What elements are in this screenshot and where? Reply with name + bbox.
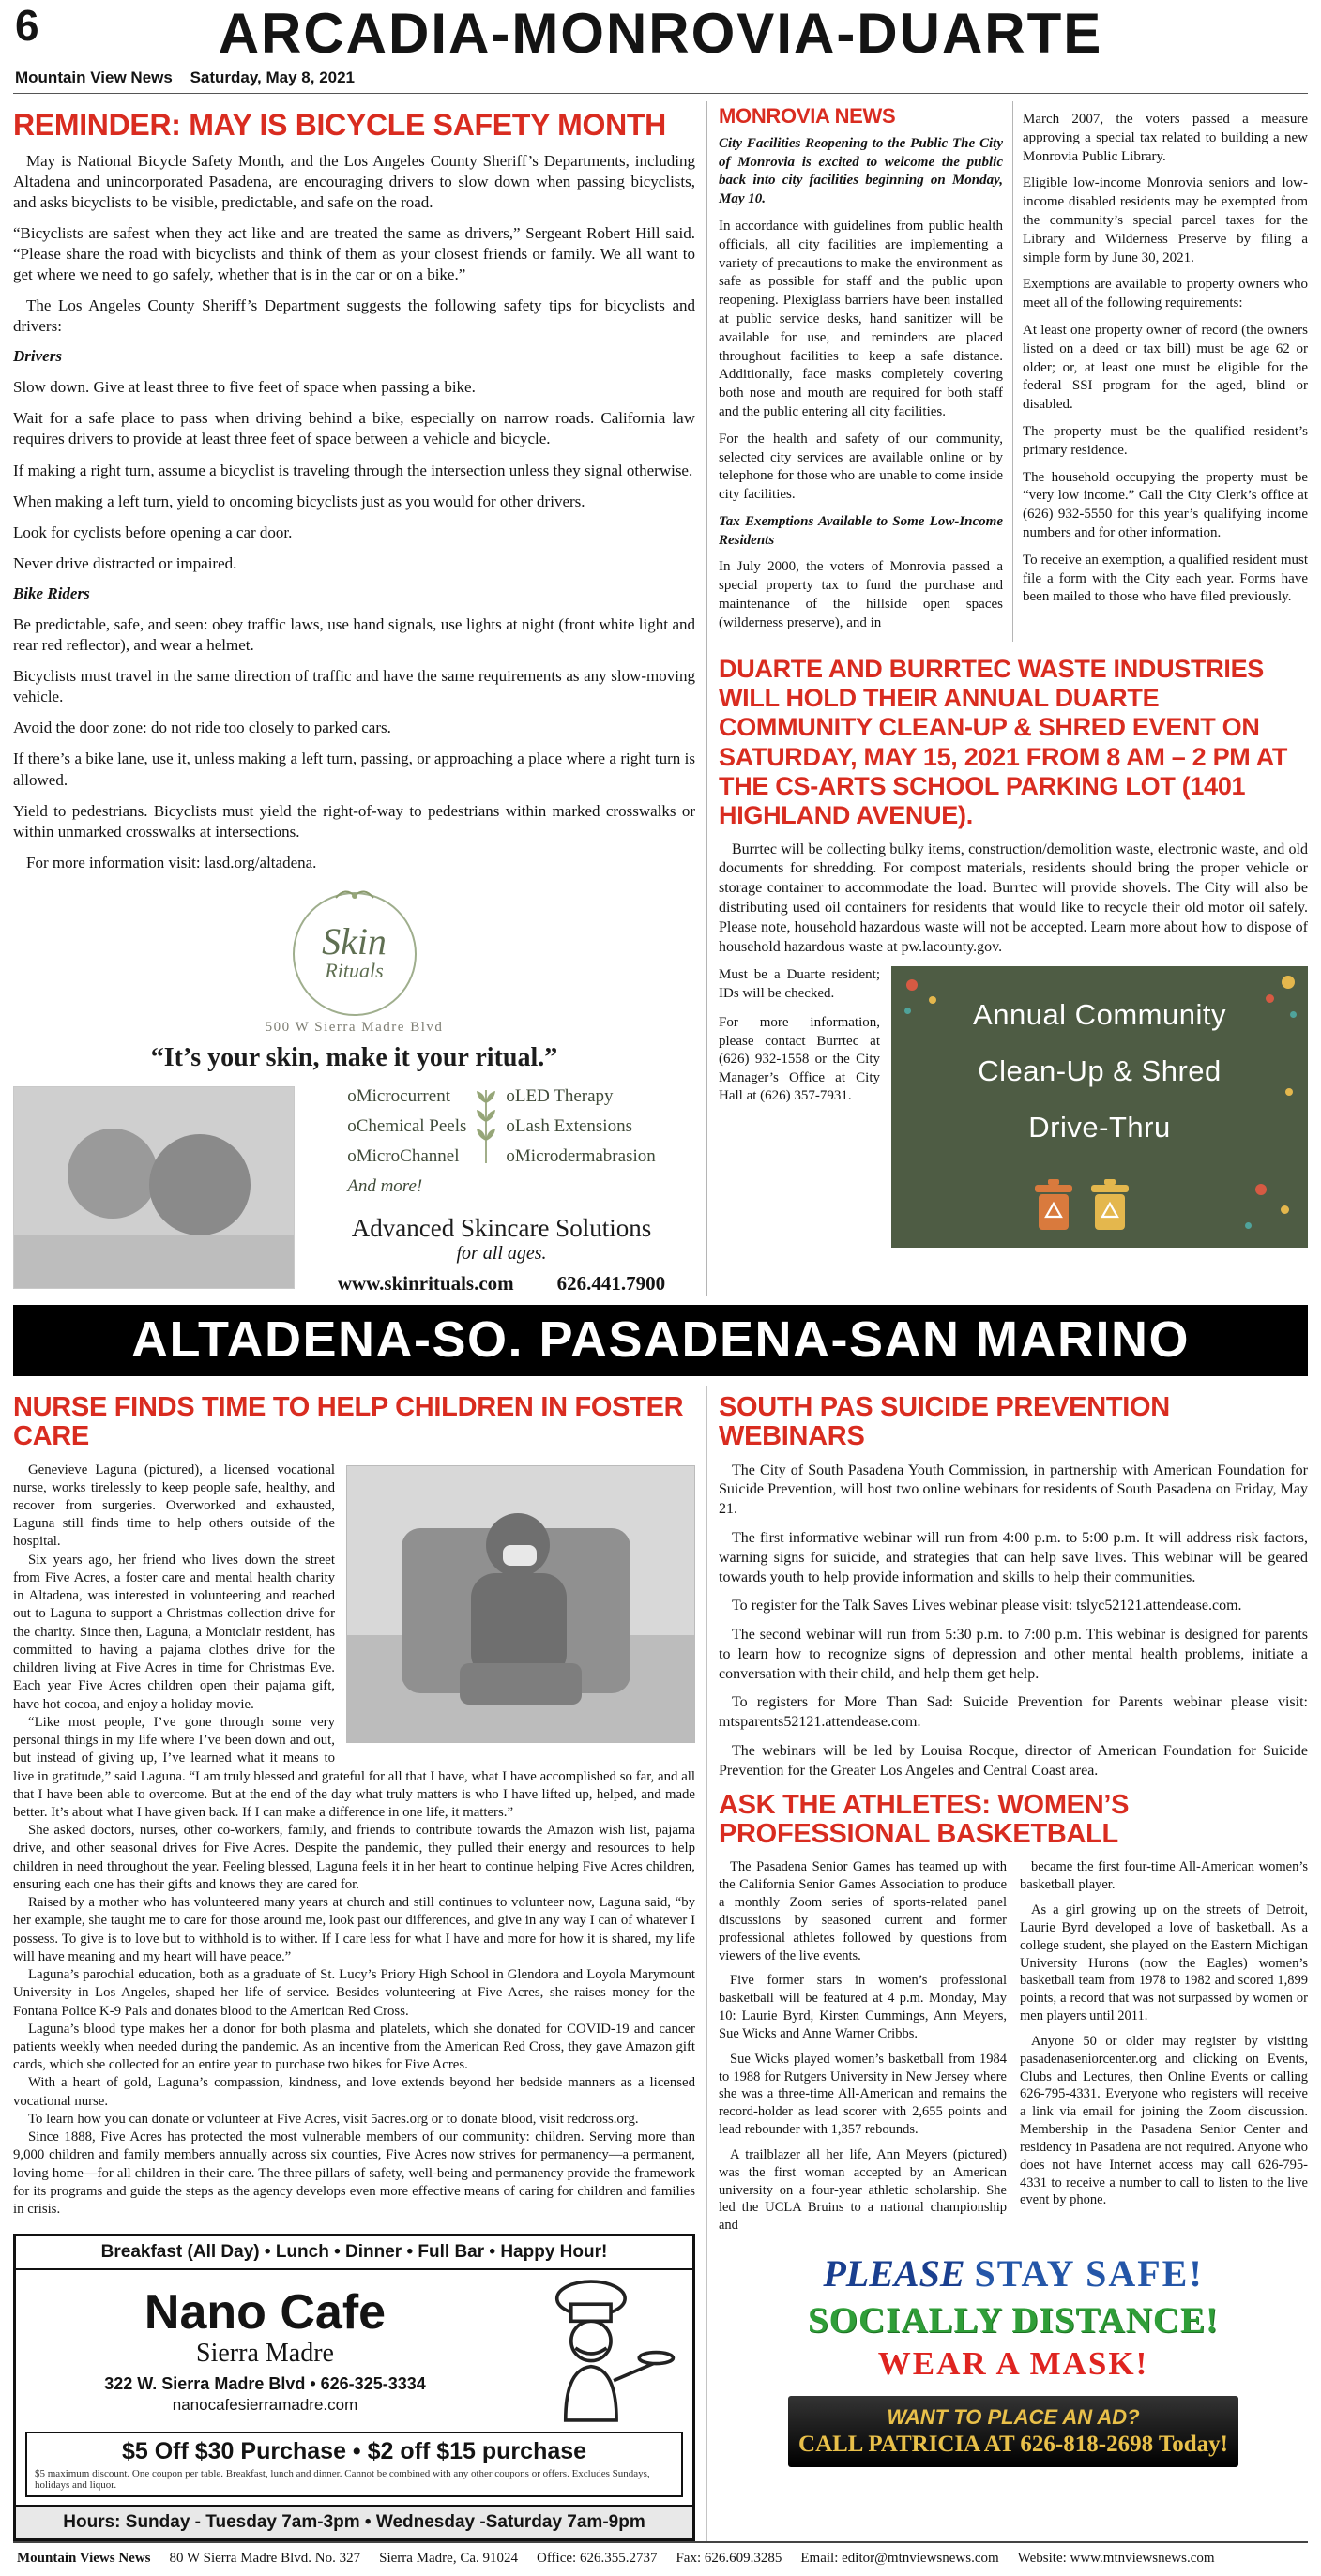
- nano-coupon: [25, 2432, 683, 2497]
- driver-tip: Look for cyclists before opening a car door.: [13, 523, 293, 541]
- nurse-article: [13, 1386, 707, 2541]
- nurse-photo: [346, 1465, 695, 1743]
- duarte-bottom-row: [719, 966, 1308, 1248]
- section-banner-arcadia: ARCADIA-MONROVIA-DUARTE: [218, 2, 1103, 65]
- article-paragraph: At least one property owner of record (the owners listed on a deed or tax bill) must be age 62 or older; or, at least one must be eligible for the federal SSI program for the aged, blind or disabled.: [1023, 322, 1308, 413]
- driver-tip: Slow down. Give at least three to five feet of space when passing a bike.: [13, 378, 476, 397]
- article-paragraph: Laguna’s blood type makes her a donor for both plasma and platelets, which she donated for COVID-19 and cancer patients weekly when needed during the pandemic. As an incentive from the American Red Cross, they gave Amazon gift cards, which she collected for an entire year to purchase two bikes for Five Acres.: [13, 2021, 695, 2073]
- skin-ad-ages-line: for all ages.: [456, 1242, 547, 1264]
- article-paragraph: Raised by a mother who has volunteered many years at church and still continues to volunteer now, Laguna said, “by her example, she taught me to care for those around me, look past our differences, and give in any way I can of whatever I possess. To give is to love but to withhold is to wither. If I care less for what I have and more for how it is shared, my life will have meaning and my heart will have peace.”: [13, 1895, 695, 1964]
- nano-cafe-name: Nano Cafe: [144, 2284, 387, 2340]
- service-item: oMicroChannel: [347, 1145, 460, 1166]
- skin-ad-photo: [13, 1086, 295, 1289]
- page-footer: [13, 2541, 1308, 2576]
- issue-date: Saturday, May 8, 2021: [190, 68, 356, 86]
- place-ad-contact: CALL PATRICIA AT 626-818-2698 Today!: [798, 2432, 1228, 2458]
- article-paragraph: To receive an exemption, a qualified resident must file a form with the City each year. Forms have been mailed to those who have filed previously.: [1023, 552, 1308, 605]
- article-paragraph: The City of South Pasadena Youth Commission, in partnership with American Foundation for Suicide Prevention, will host two online webinars for residents of South Pasadena on Friday, May 21.: [719, 1462, 1308, 1518]
- recycle-bin-icon: [1032, 1177, 1075, 1236]
- stay-safe-line: [719, 2251, 1308, 2296]
- service-item: oMicrocurrent: [347, 1085, 450, 1106]
- article-paragraph: A trailblazer all her life, Ann Meyers (pictured) was the first woman accepted by an American university on a four-year athletic scholarship. She led the UCLA Bruins to a national championship and: [719, 2146, 1007, 2234]
- nano-ad-main: [16, 2270, 692, 2428]
- article-paragraph: The second webinar will run from 5:30 p.m. to 7:00 p.m. This webinar is designed for parents to learn how to recognize signs of depression and other mental health problems, initiate a conversation with their child, and help them get help.: [719, 1627, 1308, 1682]
- bottom-right-column: [707, 1386, 1308, 2541]
- monrovia-intro-body: The City of Monrovia is excited to welcome the public back into city facilities beginning on Monday, May 10.: [719, 135, 1004, 207]
- services-column-2: [506, 1086, 655, 1206]
- article-paragraph: The household occupying the property must be “very low income.” Call the City Clerk’s office at (626) 932-5550 for this year’s qualifying income numbers and for other information.: [1023, 469, 1308, 540]
- skin-rituals-logo: [293, 892, 417, 1016]
- article-paragraph: With a heart of gold, Laguna’s compassion, kindness, and love extends beyond her bedside manners as a licensed vocational nurse.: [13, 2075, 695, 2109]
- footer-website: Website: www.mtnviewsnews.com: [1017, 2551, 1215, 2567]
- nurse-headline: NURSE FINDS TIME TO HELP CHILDREN IN FOSTER CARE: [13, 1391, 684, 1452]
- drivers-subheading: Drivers: [13, 347, 62, 366]
- article-paragraph: Since 1888, Five Acres has protected the most vulnerable members of our community: children. Serving more than 9,000 children and family members annually across six counties, Five Acres now strives for permanency—a permanent, loving home—for all children in their care. The three pillars of safety, well-being and permanency provide the framework for its programs and guide the steps as the agency develops even more effective means of caring for children and families in crisis.: [13, 2129, 695, 2218]
- right-column-area: [707, 101, 1308, 1296]
- article-paragraph: became the first four-time All-American women’s basketball player.: [1020, 1859, 1308, 1893]
- chef-illustration: [514, 2270, 692, 2428]
- cleanup-ad-line: Drive-Thru: [1028, 1111, 1171, 1144]
- footer-email: Email: editor@mtnviewsnews.com: [800, 2551, 999, 2567]
- article-paragraph: “Bicyclists are safest when they act like and are treated the same as drivers,” Sergeant Robert Hill said. “Please share the road with bicyclists and think of them as your closest friends or family. We all want to get where we need to go safely, whether that is in the car or on a bike.”: [13, 223, 695, 284]
- skin-ad-website: www.skinrituals.com: [337, 1271, 514, 1295]
- article-paragraph: May is National Bicycle Safety Month, and the Los Angeles County Sheriff’s Departments, including Altadena and unincorporated Pasadena, are encouraging drivers to slow down when passing bicyclists, and asks bicyclists to be visible, predictable, and safe on the road.: [13, 151, 695, 211]
- article-paragraph: To register for the Talk Saves Lives webinar please visit: tslyc52121.attendease.com.: [732, 1598, 1242, 1614]
- monrovia-intro-title: City Facilities Reopening to the Public: [719, 135, 949, 151]
- skin-rituals-ad: [13, 892, 695, 1296]
- rider-tip: Yield to pedestrians. Bicyclists must yield the right-of-way to pedestrians within marked crosswalks or within unmarked crosswalks at intersections.: [13, 801, 695, 841]
- athletes-headline: ASK THE ATHLETES: WOMEN’S PROFESSIONAL BASKETBALL: [719, 1789, 1130, 1849]
- cleanup-ad-line: Annual Community: [973, 998, 1226, 1032]
- top-section: [13, 94, 1308, 1296]
- article-paragraph: The Los Angeles County Sheriff’s Department suggests the following safety tips for bicyclists and drivers:: [13, 296, 695, 336]
- article-paragraph: To registers for More Than Sad: Suicide Prevention for Parents webinar please visit: mtsparents52121.attendease.com.: [719, 1694, 1308, 1731]
- page-number: 6: [15, 1, 39, 50]
- driver-tip: Wait for a safe place to pass when driving behind a bike, especially on narrow roads. California law requires drivers to provide at least three feet of space between a vehicle and bicycle.: [13, 409, 695, 448]
- wear-mask-line: WEAR A MASK!: [877, 2345, 1149, 2383]
- rider-tip: If there’s a bike lane, use it, unless making a left turn, passing, or approaching a place where a right turn is allowed.: [13, 750, 695, 789]
- leaf-sprig-icon: [474, 1086, 498, 1206]
- stay-safe-word: STAY SAFE!: [974, 2252, 1204, 2296]
- article-paragraph: The webinars will be led by Louisa Rocque, director of American Foundation for Suicide Prevention for the Greater Los Angeles and Central Coast area.: [719, 1743, 1308, 1779]
- duarte-headline: DUARTE AND BURRTEC WASTE INDUSTRIES WILL HOLD THEIR ANNUAL DUARTE COMMUNITY CLEAN-UP & SHRED EVENT ON SATURDAY, MAY 15, 2021 FROM 8 AM – 2 PM AT THE CS-ARTS SCHOOL PARKING LOT (1401 HIGHLAND AVENUE).: [719, 654, 1288, 830]
- monrovia-headline: MONROVIA NEWS: [719, 104, 896, 128]
- monrovia-article: [719, 101, 1308, 642]
- skin-ad-address: 500 W Sierra Madre Blvd: [265, 1019, 444, 1035]
- cleanup-ad-line: Clean-Up & Shred: [978, 1054, 1222, 1088]
- skin-services-list: [308, 1086, 695, 1206]
- skin-ad-tagline: “It’s your skin, make it your ritual.”: [150, 1042, 558, 1072]
- article-paragraph: Burrtec will be collecting bulky items, construction/demolition waste, electronic waste, and old documents for shredding. For compost materials, residents should bring the proper vehicle or storage container to accommodate the load. Burrtec will provide shovels. The City will also be distributing used oil containers for residents that would like to recycle their old motor oil safely. Please note, household hazardous waste will not be accepted. Learn more about how to dispose of household hazardous waste at pw.lacounty.gov.: [719, 841, 1308, 955]
- article-paragraph: Exemptions are available to property owners who meet all of the following requirements:: [1023, 277, 1308, 311]
- duarte-article: [719, 655, 1308, 1249]
- paper-name: Mountain View News: [15, 68, 173, 86]
- driver-tip: If making a right turn, assume a bicyclist is traveling through the intersection unless they signal otherwise.: [13, 461, 693, 479]
- article-paragraph: Laguna’s parochial education, both as a graduate of St. Lucy’s Priory High School in Glendora and Loyola Marymount University in Los Angeles, shaped her life of service. Besides volunteering at Five Acres, she raises money for the Fontana Police K-9 Pals and donates blood to the American Red Cross.: [13, 1967, 695, 2019]
- article-paragraph: Anyone 50 or older may register by visiting pasadenaseniorcenter.org and clicking on Events, Clubs and Lectures, then Online Events or calling 626-795-4331. Everyone who registers will receive a link via email for joining the Zoom discussion. Membership in the Pasadena Senior Center and residency in Pasadena are not required. Anyone who does not have Internet access may call 626-795-4331 to receive a number to call to listen to the live event by phone.: [1020, 2033, 1308, 2208]
- article-paragraph: She asked doctors, nurses, other co-workers, family, and friends to contribute towards the Amazon wish list, pajama drive, and other seasonal drives for Five Acres. Despite the pandemic, they pulled their energy and resources to help children in need throughout the year. Feeling blessed, Laguna feels it in her heart to continue helping Five Acres children, ensuring each one has their gifts and knows they are cared for.: [13, 1823, 695, 1892]
- article-paragraph: Must be a Duarte resident; IDs will be checked.: [719, 967, 880, 1001]
- logo-word-rituals: Rituals: [325, 958, 384, 982]
- athletes-column-2: [1020, 1858, 1308, 2242]
- socially-distance-line: SOCIALLY DISTANCE!: [807, 2300, 1220, 2341]
- nano-cafe-website: nanocafesierramadre.com: [172, 2395, 358, 2414]
- confetti-dot: [1282, 976, 1295, 989]
- monrovia-intro: [719, 135, 1003, 209]
- skin-ad-contact: [308, 1272, 695, 1296]
- footer-address: 80 W Sierra Madre Blvd. No. 327: [169, 2551, 361, 2567]
- rider-tip: Bicyclists must travel in the same direction of traffic and have the same requirements as any slow-moving vehicle.: [13, 667, 695, 706]
- services-column-1: [347, 1086, 466, 1206]
- skin-ad-body: [13, 1086, 695, 1296]
- leaf-decoration-icon: [334, 885, 375, 906]
- driver-tip: Never drive distracted or impaired.: [13, 553, 237, 572]
- footer-paper-name: Mountain Views News: [17, 2551, 151, 2567]
- service-item: oMicrodermabrasion: [506, 1145, 656, 1166]
- place-an-ad-box: [788, 2396, 1238, 2467]
- rider-tip: Be predictable, safe, and seen: obey traffic laws, use hand signals, use lights at night (front white light and rear red reflector), and wear a helmet.: [13, 614, 695, 655]
- duarte-side-notes: [719, 966, 880, 1248]
- page-header: [13, 1, 1308, 94]
- article-paragraph: Sue Wicks played women’s basketball from 1984 to 1988 for Rutgers University in New Jersey where she was a three-time All-American and remains the record-holder as lead scorer with 2,655 points and lead rebounder with 1,357 rebounds.: [719, 2051, 1007, 2138]
- article-paragraph: The Pasadena Senior Games has teamed up with the California Senior Games Association to produce a monthly Zoom series of sports-related panel discussions by seasoned current and former professional athletes followed by questions from viewers of the live events.: [719, 1859, 1007, 1963]
- driver-tip: When making a left turn, yield to oncoming bicyclists just as you would for other drivers.: [13, 492, 585, 510]
- nano-ad-identity: [16, 2281, 514, 2418]
- rider-tip: Avoid the door zone: do not ride too closely to parked cars.: [13, 719, 391, 737]
- bicycle-headline: REMINDER: MAY IS BICYCLE SAFETY MONTH: [13, 108, 666, 142]
- nano-ad-services-line: Breakfast (All Day) • Lunch • Dinner • Full Bar • Happy Hour!: [16, 2236, 692, 2270]
- confetti-dot: [1255, 1184, 1267, 1195]
- skin-ad-solutions-line: Advanced Skincare Solutions: [351, 1213, 652, 1242]
- service-item: oLED Therapy: [506, 1085, 614, 1106]
- logo-word-skin: Skin: [322, 919, 387, 962]
- footer-fax: Fax: 626.609.3285: [676, 2551, 782, 2567]
- confetti-dot: [1285, 1088, 1293, 1096]
- article-paragraph: Genevieve Laguna (pictured), a licensed vocational nurse, works tirelessly to keep people safe, healthy, and recover from surgeries. Overworked and exhausted, Laguna still finds time to help others outside of the hospital.: [13, 1462, 335, 1550]
- bike-riders-subheading: Bike Riders: [13, 583, 90, 602]
- nano-cafe-city: Sierra Madre: [196, 2338, 334, 2368]
- footer-office-phone: Office: 626.355.2737: [537, 2551, 658, 2567]
- confetti-dot: [906, 979, 918, 991]
- safety-messages: [719, 2251, 1308, 2383]
- dateline: [15, 68, 368, 87]
- recycle-bins: [1032, 1177, 1131, 1236]
- footer-city: Sierra Madre, Ca. 91024: [379, 2551, 518, 2567]
- article-paragraph: For more information, please contact Burrtec at (626) 932-1558 or the City Manager’s Office at City Hall at (626) 357-7931.: [719, 1015, 880, 1104]
- nano-hours-line: Hours: Sunday - Tuesday 7am-3pm • Wednesday -Saturday 7am-9pm: [16, 2505, 692, 2538]
- monrovia-column-2: [1013, 101, 1308, 642]
- monrovia-column-1: [719, 101, 1013, 642]
- article-paragraph: “Like most people, I’ve gone through some very personal things in my life where I’ve been down and out, but instead of giving up, I’ve learned what it means to live in gratitude,” said Laguna. “I am truly blessed and grateful for all that I have, what I have accomplished so far, and all that I have been able to overcome. But at the end of the day what truly matters is who I have lifted up, helped, and made better. It’s about what I have given back. If I can make a difference in one life, it matters.”: [13, 1714, 695, 1820]
- article-paragraph: The first informative webinar will run from 4:00 p.m. to 5:00 p.m. It will address risk factors, warning signs for suicide, and strategies that can help save lives. This webinar will be geared towards youth to help provide information and skills to help their communities.: [719, 1529, 1308, 1585]
- nurse-article-body: [13, 1462, 695, 2220]
- service-item: oChemical Peels: [347, 1115, 467, 1136]
- athletes-article: [719, 1858, 1308, 2242]
- monrovia-subheading: Tax Exemptions Available to Some Low-Income Residents: [719, 513, 1003, 548]
- article-paragraph: In July 2000, the voters of Monrovia passed a special property tax to fund the purchase and maintenance of the hillside open spaces (wilderness preserve), and in: [719, 559, 1003, 630]
- service-item: And more!: [347, 1175, 423, 1196]
- article-paragraph: Six years ago, her friend who lives down the street from Five Acres, a foster care and mental health charity in Altadena, was interested in volunteering and reached out to Laguna to support a Christmas collection drive for the charity. Since then, Laguna, a Montclair resident, has committed to having a pajama clothes drive for the children living at Five Acres in time for Christmas Eve. Each year Five Acres children open their pajama gift, have hot cocoa, and enjoy a holiday movie.: [13, 1552, 335, 1712]
- athletes-column-1: [719, 1858, 1007, 2242]
- article-paragraph: Five former stars in women’s professional basketball will be featured at 4 p.m. Monday, May 10: Laurie Byrd, Kirsten Cummings, Ann Meyers, Sue Wicks and Anne Warner Cribbs.: [719, 1973, 1007, 2041]
- nano-coupon-offer: $5 Off $30 Purchase • $2 off $15 purchase: [121, 2438, 587, 2465]
- skin-ad-right: [308, 1086, 695, 1296]
- southpas-headline: SOUTH PAS SUICIDE PREVENTION WEBINARS: [719, 1391, 1170, 1452]
- nano-cafe-address: 322 W. Sierra Madre Blvd • 626-325-3334: [104, 2373, 426, 2393]
- nano-coupon-fine-print: $5 maximum discount. One coupon per table. Breakfast, lunch and dinner. Cannot be combined with any other coupons or offers. Excludes Sundays, holidays and liquor.: [35, 2468, 650, 2492]
- section-banner-altadena: ALTADENA-SO. PASADENA-SAN MARINO: [13, 1305, 1308, 1376]
- more-info-line: For more information visit: lasd.org/altadena.: [26, 853, 317, 871]
- article-paragraph: In accordance with guidelines from public health officials, all city facilities are implementing a variety of precautions to make the environment as safe as possible for staff and the public upon reopening. Plexiglass barriers have been installed at public service desks, hand sanitizer will be available for use, and reminders are placed throughout facilities to keep a safe distance. Additionally, face masks completely covering both nose and mouth are required for both staff and the public entering all city facilities.: [719, 218, 1003, 419]
- nano-cafe-ad: [13, 2234, 695, 2541]
- article-paragraph: March 2007, the voters passed a measure approving a special tax related to building a new Monrovia Public Library.: [1023, 112, 1308, 164]
- bicycle-article: [13, 101, 707, 1296]
- article-paragraph: Eligible low-income Monrovia seniors and low-income disabled residents may be exempted from the community’s special parcel taxes for the Library and Wilderness Preserve by filing a simple form by June 30, 2021.: [1023, 175, 1308, 265]
- place-ad-question: WANT TO PLACE AN AD?: [887, 2405, 1140, 2430]
- cleanup-shred-ad: [891, 966, 1308, 1248]
- bottom-section: [13, 1376, 1308, 2541]
- article-paragraph: To learn how you can donate or volunteer at Five Acres, visit 5acres.org or to donate blood, visit redcross.org.: [28, 2111, 639, 2127]
- article-paragraph: For the health and safety of our community, selected city services are available online or by telephone for those who are unable to come inside city facilities.: [719, 431, 1003, 503]
- confetti-dot: [1281, 1205, 1289, 1214]
- service-item: oLash Extensions: [506, 1115, 632, 1136]
- article-paragraph: As a girl growing up on the streets of Detroit, Laurie Byrd developed a love of basketball. As a college student, she played on the Eastern Michigan University Hurons (now the Eagles) women’s basketball team from 1978 to 1982 and scored 1,899 points, a record that was not surpassed by women or men players until 2011.: [1020, 1902, 1308, 2024]
- skin-ad-phone: 626.441.7900: [556, 1271, 666, 1295]
- please-word: PLEASE: [823, 2252, 965, 2296]
- recycle-bin-icon: [1088, 1177, 1131, 1236]
- confetti-dot: [1245, 1222, 1252, 1229]
- article-paragraph: The property must be the qualified resident’s primary residence.: [1023, 423, 1308, 458]
